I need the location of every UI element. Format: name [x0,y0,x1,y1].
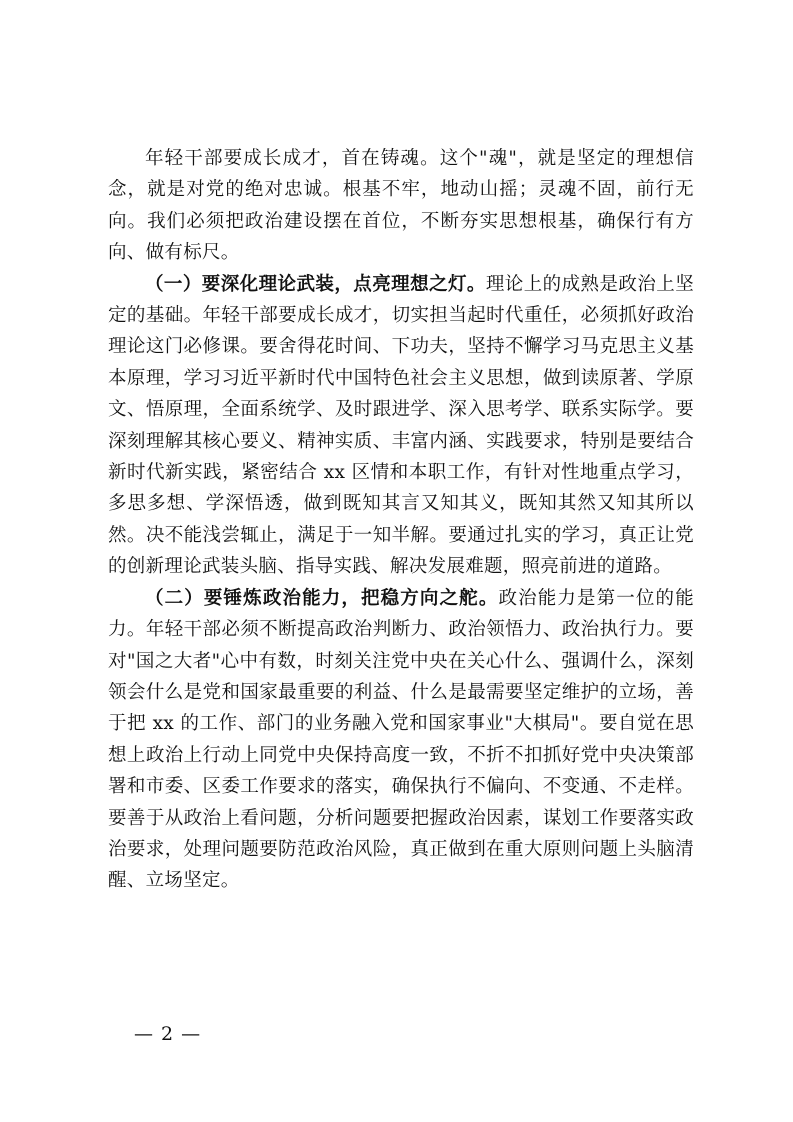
section-2-heading: （二）要锤炼政治能力，把稳方向之舵。 [145,587,499,609]
page-number: — 2 — [134,1023,202,1045]
paragraph-intro-text: 年轻干部要成长成才，首在铸魂。这个"魂"，就是坚定的理想信念，就是对党的绝对忠诚。根基不牢，地动山摇；灵魂不固，前行无向。我们必须把政治建设摆在首位，不断夯实思想根基，确保行有方向、做有标尺。 [108,148,694,264]
section-1-text: 理论上的成熟是政治上坚定的基础。年轻干部要成长成才，切实担当起时代重任，必须抓好政治理论这门必修课。要舍得花时间、下功夫，坚持不懈学习马克思主义基本原理，学习习近平新时代中国特色社会主义思想，做到读原著、学原文、悟原理，全面系统学、及时跟进学、深入思考学、联系实际学。要深刻理解其核心要义、精神实质、丰富内涵、实践要求，特别是要结合新时代新实践，紧密结合 xx 区情和本职工作，有针对性地重点学习，多思多想、学深悟透，做到既知其言又知其义，既知其然又知其所以然。决不能浅尝辄止，满足于一知半解。要通过扎实的学习，真正让党的创新理论武装头脑、指导实践、解决发展难题，照亮前进的道路。 [108,273,694,578]
section-2-text: 政治能力是第一位的能力。年轻干部必须不断提高政治判断力、政治领悟力、政治执行力。要对"国之大者"心中有数，时刻关注党中央在关心什么、强调什么，深刻领会什么是党和国家最重要的利益、什么是最需要坚定维护的立场，善于把 xx 的工作、部门的业务融入党和国家事业"大棋局"。要自觉在思想上政治上行动上同党中央保持高度一致，不折不扣抓好党中央决策部署和市委、区委工作要求的落实，确保执行不偏向、不变通、不走样。要善于从政治上看问题，分析问题要把握政治因素，谋划工作要落实政治要求，处理问题要防范政治风险，真正做到在重大原则问题上头脑清醒、立场坚定。 [108,587,694,892]
document-body [108,143,694,897]
paragraph-section-2 [108,583,694,897]
paragraph-section-1 [108,269,694,583]
section-1-heading: （一）要深化理论武装，点亮理想之灯。 [145,273,486,295]
paragraph-intro [108,143,694,269]
